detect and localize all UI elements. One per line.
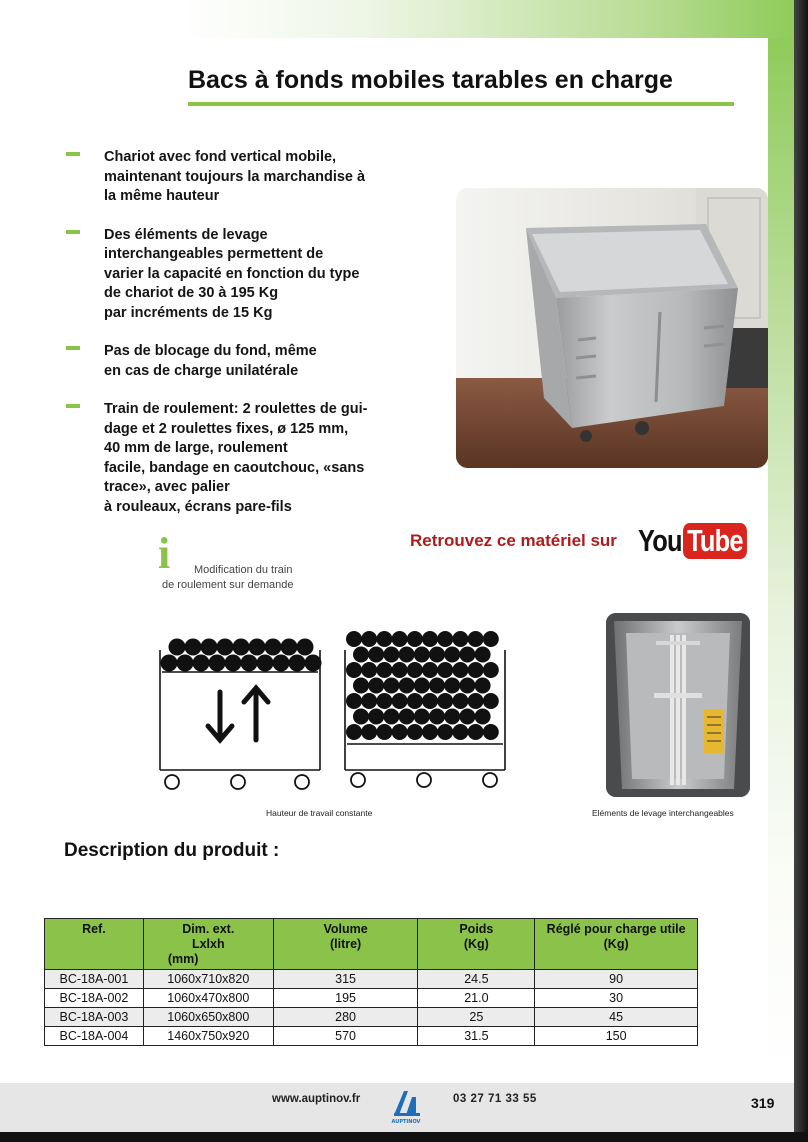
- diagram-ball: [368, 709, 384, 725]
- diagram-ball: [376, 662, 392, 678]
- diagram-ball: [483, 631, 499, 647]
- cell-weight: 24.5: [418, 970, 535, 989]
- info-note-line1: Modification du train: [194, 564, 293, 576]
- diagram-ball: [459, 678, 475, 694]
- diagram-ball: [169, 639, 186, 656]
- diagram-ball: [414, 647, 430, 663]
- column-header-weight: Poids (Kg): [418, 919, 535, 970]
- diagram-ball: [452, 662, 468, 678]
- diagram-ball: [437, 724, 453, 740]
- diagram-ball: [209, 655, 226, 672]
- youtube-logo-you: You: [638, 523, 682, 558]
- diagram-ball: [361, 693, 377, 709]
- diagram-ball: [392, 662, 408, 678]
- diagram-bin-right: [345, 631, 505, 787]
- cell-ref: BC-18A-001: [45, 970, 144, 989]
- diagram-ball: [392, 693, 408, 709]
- diagram-ball: [475, 709, 491, 725]
- page-footer: [0, 1083, 794, 1132]
- diagram-ball: [376, 693, 392, 709]
- youtube-callout-text: Retrouvez ce matériel sur: [410, 531, 617, 550]
- bullet-dash-icon: [66, 346, 80, 350]
- diagram-ball: [383, 709, 399, 725]
- diagram-ball: [185, 639, 202, 656]
- phone-number: 03 27 71 33 55: [453, 1093, 537, 1105]
- diagram-ball: [177, 655, 194, 672]
- diagram-ball: [437, 693, 453, 709]
- diagram-ball: [273, 655, 290, 672]
- diagram-ball: [249, 639, 266, 656]
- product-description-heading: Description du produit :: [64, 840, 280, 861]
- diagram-ball: [217, 639, 234, 656]
- diagram-ball: [429, 647, 445, 663]
- diagram-ball: [361, 631, 377, 647]
- diagram-ball: [468, 724, 484, 740]
- diagram-ball: [483, 693, 499, 709]
- logo-text: AUPTINOV: [391, 1119, 421, 1125]
- diagram-ball: [305, 655, 322, 672]
- diagram-ball: [201, 639, 218, 656]
- cell-weight: 21.0: [418, 989, 535, 1008]
- cell-weight: 25: [418, 1008, 535, 1027]
- diagram-ball: [225, 655, 242, 672]
- diagram-ball: [452, 693, 468, 709]
- diagram-ball: [368, 647, 384, 663]
- feature-item: [66, 400, 406, 517]
- diagram-ball: [422, 631, 438, 647]
- cell-dimensions: 1060x470x800: [143, 989, 273, 1008]
- feature-text: Chariot avec fond vertical mobile, maintenant toujours la marchandise à la même hauteur: [104, 149, 366, 204]
- diagram-ball: [444, 647, 460, 663]
- feature-item: [66, 226, 406, 324]
- diagram-ball: [368, 678, 384, 694]
- diagram-ball: [437, 662, 453, 678]
- diagram-ball: [257, 655, 274, 672]
- diagram-ball: [346, 693, 362, 709]
- diagram-ball: [297, 639, 314, 656]
- diagram-ball: [392, 724, 408, 740]
- diagram-caption: Hauteur de travail constante: [266, 808, 373, 818]
- diagram-ball: [475, 678, 491, 694]
- feature-text: Des éléments de levage interchangeables permettent de varier la capacité en fonction du type de chariot de 30 à 195 Kg par incréments de 15 Kg: [104, 226, 360, 321]
- header-gradient-band: [180, 0, 794, 38]
- page-number: 319: [751, 1095, 775, 1111]
- auptinov-logo: [386, 1087, 426, 1125]
- diagram-ball: [241, 655, 258, 672]
- table-header-row: [45, 919, 698, 970]
- diagram-ball: [353, 678, 369, 694]
- side-gradient-band: [768, 38, 794, 1083]
- diagram-ball: [346, 662, 362, 678]
- diagram-ball: [422, 662, 438, 678]
- cell-dimensions: 1460x750x920: [143, 1027, 273, 1046]
- product-spec-table: [44, 918, 698, 1046]
- diagram-ball: [459, 647, 475, 663]
- cell-dimensions: 1060x650x800: [143, 1008, 273, 1027]
- diagram-ball: [346, 631, 362, 647]
- cell-load: 150: [535, 1027, 698, 1046]
- feature-item: [66, 148, 406, 207]
- bullet-dash-icon: [66, 404, 80, 408]
- diagram-ball: [422, 693, 438, 709]
- diagram-ball: [289, 655, 306, 672]
- table-row: [45, 970, 698, 989]
- diagram-ball: [429, 709, 445, 725]
- column-header-ref: Ref.: [45, 919, 144, 970]
- cell-load: 45: [535, 1008, 698, 1027]
- diagram-ball: [361, 724, 377, 740]
- bullet-dash-icon: [66, 230, 80, 234]
- cell-ref: BC-18A-002: [45, 989, 144, 1008]
- info-note-line2: de roulement sur demande: [162, 579, 294, 591]
- cell-volume: 315: [273, 970, 418, 989]
- page-bottom-shadow: [0, 1132, 808, 1142]
- diagram-ball: [353, 709, 369, 725]
- diagram-ball: [407, 693, 423, 709]
- diagram-ball: [265, 639, 282, 656]
- diagram-ball: [383, 678, 399, 694]
- diagram-ball: [376, 724, 392, 740]
- diagram-ball: [161, 655, 178, 672]
- diagram-ball: [407, 662, 423, 678]
- feature-list: [66, 148, 406, 536]
- cell-ref: BC-18A-003: [45, 1008, 144, 1027]
- table-row: [45, 1008, 698, 1027]
- diagram-ball: [444, 678, 460, 694]
- diagram-ball: [361, 662, 377, 678]
- diagram-ball: [452, 631, 468, 647]
- cell-load: 30: [535, 989, 698, 1008]
- column-header-volume: Volume (litre): [273, 919, 418, 970]
- table-row: [45, 989, 698, 1008]
- diagram-ball: [376, 631, 392, 647]
- diagram-ball: [399, 678, 415, 694]
- constant-height-diagram: [150, 630, 520, 800]
- diagram-ball: [475, 647, 491, 663]
- table-row: [45, 1027, 698, 1046]
- cell-weight: 31.5: [418, 1027, 535, 1046]
- diagram-ball: [414, 678, 430, 694]
- feature-text: Train de roulement: 2 roulettes de gui- dage et 2 roulettes fixes, ø 125 mm, 40 mm de large, roulement facile, bandage en caoutchouc, «sans trace», avec palier à rouleaux, écrans pare-fils: [104, 401, 368, 515]
- diagram-ball: [468, 693, 484, 709]
- youtube-logo-icon[interactable]: [638, 520, 761, 562]
- diagram-ball: [407, 724, 423, 740]
- diagram-ball: [468, 662, 484, 678]
- feature-text: Pas de blocage du fond, même en cas de charge unilatérale: [104, 343, 317, 379]
- diagram-ball: [407, 631, 423, 647]
- diagram-ball: [483, 662, 499, 678]
- column-header-load: Réglé pour charge utile (Kg): [535, 919, 698, 970]
- diagram-ball: [353, 647, 369, 663]
- cell-ref: BC-18A-004: [45, 1027, 144, 1046]
- diagram-ball: [281, 639, 298, 656]
- photo-caption: Eléments de levage interchangeables: [592, 808, 734, 818]
- cell-volume: 570: [273, 1027, 418, 1046]
- diagram-ball: [437, 631, 453, 647]
- product-photo-cart: [456, 188, 768, 468]
- diagram-ball: [429, 678, 445, 694]
- bullet-dash-icon: [66, 152, 80, 156]
- diagram-ball: [392, 631, 408, 647]
- diagram-ball: [399, 709, 415, 725]
- page-edge-shadow: [794, 0, 808, 1142]
- diagram-bin-left: [160, 639, 322, 790]
- diagram-ball: [193, 655, 210, 672]
- diagram-ball: [468, 631, 484, 647]
- page-title: Bacs à fonds mobiles tarables en charge: [188, 66, 673, 94]
- product-photo-lifting-elements: [606, 613, 750, 797]
- website-link[interactable]: www.auptinov.fr: [272, 1093, 361, 1105]
- diagram-ball: [383, 647, 399, 663]
- diagram-ball: [459, 709, 475, 725]
- diagram-ball: [483, 724, 499, 740]
- diagram-ball: [399, 647, 415, 663]
- cell-load: 90: [535, 970, 698, 989]
- diagram-ball: [233, 639, 250, 656]
- diagram-ball: [444, 709, 460, 725]
- cell-volume: 195: [273, 989, 418, 1008]
- diagram-ball: [422, 724, 438, 740]
- diagram-ball: [346, 724, 362, 740]
- column-header-dimensions: Dim. ext. Lxlxh (mm): [143, 919, 273, 970]
- youtube-logo-tube: Tube: [683, 523, 747, 559]
- diagram-ball: [452, 724, 468, 740]
- feature-item: [66, 342, 406, 381]
- title-underline: [188, 102, 734, 106]
- info-icon: i: [158, 529, 171, 578]
- cell-dimensions: 1060x710x820: [143, 970, 273, 989]
- cell-volume: 280: [273, 1008, 418, 1027]
- diagram-ball: [414, 709, 430, 725]
